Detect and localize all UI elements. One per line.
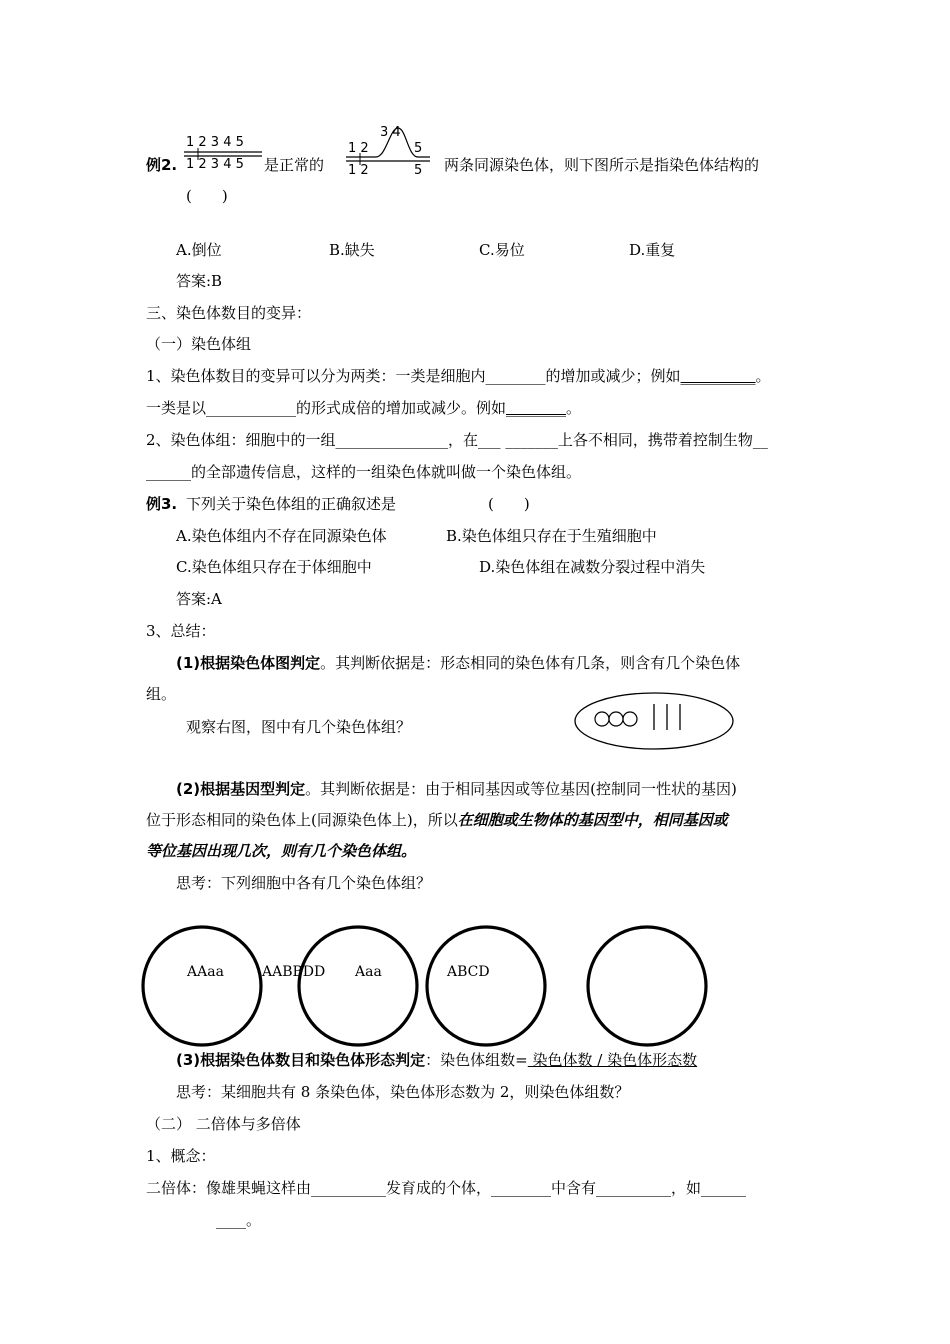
concept-heading: 1、概念：: [146, 1147, 216, 1165]
example2-option-a: A.倒位: [176, 241, 222, 259]
paragraph-1b-blank: ________: [506, 399, 567, 417]
paragraph-2-line-2: ______的全部遗传信息，这样的一组染色体就叫做一个染色体组。: [146, 463, 582, 481]
section3-subtitle: （一）染色体组: [146, 335, 252, 353]
paragraph-1b-text: 一类是以____________的形式成倍的增加或减少。例如: [146, 399, 507, 417]
cell-diagram-empty: [584, 922, 710, 1050]
method-2-line-2-text: 位于形态相同的染色体上(同源染色体上)，所以: [146, 811, 458, 829]
example2-question-text: 两条同源染色体，则下图所示是指染色体结构的: [444, 156, 760, 174]
method-2-line-2: [146, 810, 728, 830]
example2-option-b: B.缺失: [329, 241, 375, 259]
cell-genotype-1: AAaa: [187, 964, 224, 980]
paragraph-2-line-1: 2、染色体组：细胞中的一组_______________，在___ _______上各不相同，携带着控制生物__: [146, 431, 768, 449]
example2-option-d: D.重复: [629, 241, 676, 259]
method-3-heading: (3)根据染色体数目和染色体形态判定: [176, 1051, 426, 1069]
cell-genotype-4: ABCD: [447, 964, 490, 980]
method-3-text: ：染色体组数=: [425, 1051, 528, 1069]
paragraph-1a-blank: __________: [680, 367, 756, 385]
cell-diagrams: [140, 922, 560, 1050]
example3-question: 下列关于染色体组的正确叙述是: [186, 495, 397, 513]
example3-answer-paren: ( ): [488, 495, 530, 513]
variant-top-right-label: 5: [414, 141, 423, 156]
method-2-line-1: [176, 779, 737, 799]
example3-option-d: D.染色体组在减数分裂过程中消失: [479, 558, 706, 576]
normal-top-labels: 1 2 3 4 5: [186, 135, 244, 150]
example2-answer: 答案:B: [176, 272, 223, 290]
summary-title: 3、总结：: [146, 622, 216, 640]
method-1-line-1: [176, 653, 740, 673]
diploid-definition-line-1: 二倍体：像雄果蝇这样由__________发育成的个体，________中含有__________，如______: [146, 1179, 747, 1197]
normal-chromosome-diagram: [184, 134, 264, 174]
think-question-1: 思考：下列细胞中各有几个染色体组？: [176, 874, 432, 892]
think-question-2: 思考：某细胞共有 8 条染色体，染色体形态数为 2，则染色体组数？: [176, 1083, 630, 1101]
example2-mid-text: 是正常的: [264, 156, 325, 174]
example2-answer-paren: ( ): [186, 187, 228, 205]
variant-bottom-labels: 1 2: [348, 163, 369, 176]
method-1-heading: (1)根据染色体图判定: [176, 654, 321, 672]
method-2-text: 。其判断依据是：由于相同基因或等位基因(控制同一性状的基因): [305, 780, 737, 798]
variant-loop-labels: 3 4: [380, 125, 401, 140]
example3-answer: 答案:A: [176, 590, 222, 608]
method-3-formula: 染色体数 / 染色体形态数: [527, 1051, 698, 1069]
example2-option-c: C.易位: [479, 241, 525, 259]
section-b-title: （二） 二倍体与多倍体: [146, 1115, 301, 1133]
method-2-emphasis-1: 在细胞或生物体的基因型中，相同基因或: [457, 811, 728, 829]
method-1-observe-question: 观察右图，图中有几个染色体组？: [186, 718, 412, 736]
diploid-definition-line-2: ____。: [216, 1211, 262, 1229]
method-2-emphasis-2: 等位基因出现几次，则有几个染色体组。: [146, 842, 417, 860]
method-1-text: 。其判断依据是：形态相同的染色体有几条，则含有几个染色体: [320, 654, 741, 672]
section3-title: 三、染色体数目的变异：: [146, 304, 312, 322]
paragraph-1-line-1: [146, 366, 771, 386]
variant-chromosome-diagram: [346, 124, 432, 176]
variant-top-left-labels: 1 2: [348, 141, 369, 156]
variant-bottom-right-label: 5: [414, 163, 423, 176]
example3-option-a: A.染色体组内不存在同源染色体: [176, 527, 387, 545]
example2-label: 例2.: [146, 156, 178, 174]
paragraph-1a-text: 1、染色体数目的变异可以分为两类：一类是细胞内________的增加或减少；例如: [146, 367, 681, 385]
example3-option-c: C.染色体组只存在于体细胞中: [176, 558, 372, 576]
cell-genotype-3: Aaa: [355, 964, 382, 980]
method-1-line-2: 组。: [146, 685, 177, 703]
paragraph-1a-end: 。: [755, 367, 771, 385]
normal-bottom-labels: 1 2 3 4 5: [186, 157, 244, 172]
example3-option-b: B.染色体组只存在于生殖细胞中: [446, 527, 657, 545]
cell-genotype-2: AABBDD: [262, 964, 326, 980]
paragraph-1-line-2: [146, 398, 581, 418]
chromosome-set-figure: [572, 690, 736, 752]
method-2-heading: (2)根据基因型判定: [176, 780, 306, 798]
paragraph-1b-end: 。: [566, 399, 582, 417]
method-3-line: [176, 1050, 697, 1070]
example3-label: 例3.: [146, 495, 178, 513]
